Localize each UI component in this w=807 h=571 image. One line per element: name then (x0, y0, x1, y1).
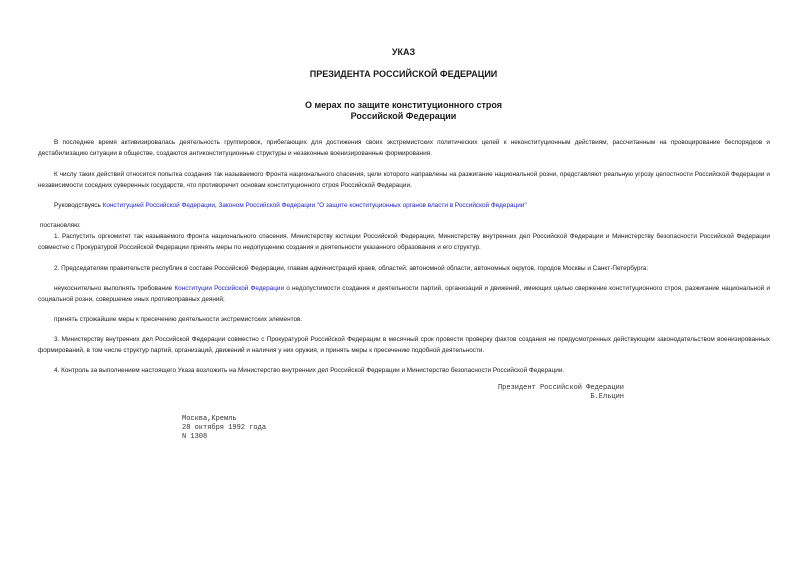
paragraph-2: К числу таких действий относится попытка создания так называемого Фронта национального спасения, цели которого направлены на разжигание национальной розни, представляют реальную угрозу целостности Российской Федерации и независимости соседних суверенных государств, что противоречит основам конституционного строя Российской Федерации. (38, 171, 770, 189)
paragraph-4: постановляю: (40, 222, 81, 229)
footer-number: N 1308 (182, 433, 208, 441)
footer-date: 28 октября 1992 года (182, 424, 267, 432)
paragraph-3-prefix: Руководствуясь (54, 202, 103, 209)
constitution-link[interactable]: Конституции Российской Федерации (174, 285, 285, 292)
paragraph-6: 2. Председателям правительств республик в составе Российской Федерации, главам администраций краев, областей, автономной области, автономных округов, городов Москвы и Санкт-Петербурга: (54, 265, 648, 272)
paragraph-7 (38, 284, 770, 305)
paragraph-5: 1. Распустить оргкомитет так называемого Фронта национального спасения. Министерству юстиции Российской Федерации, Министерству внутренних дел Российской Федерации и Министерству безопасности Российской Федерации совместно с Прокуратурой Российской Федерации принять меры по недопущению создания и деятельности указанного образования и его структур. (38, 233, 770, 251)
footer-place: Москва,Кремль (182, 415, 237, 423)
subject-line-1: О мерах по защите конституционного строя (304, 100, 502, 110)
constitution-law-link[interactable]: Конституцией Российской Федерации, Законом Российской Федерации "О защите конституционных органов власти в Российской Федерации" (102, 202, 527, 209)
paragraph-1: В последнее время активизировалась деятельность группировок, прибегающих для достижения своих экстремистских политических целей к неконституционным действиям, рассчитанным на провоцирование беспорядков и дестабилизацию ситуации в обществе, создаются антиконституционные структуры и незаконные военизированные формирования. (38, 139, 770, 157)
document-subtitle: ПРЕЗИДЕНТА РОССИЙСКОЙ ФЕДЕРАЦИИ (309, 69, 498, 79)
subject-line-2: Российской Федерации (350, 111, 457, 121)
paragraph-7-prefix: неукоснительно выполнять требование (54, 285, 175, 292)
paragraph-8: принять строжайшие меры к пресечению деятельности экстремистских элементов. (54, 316, 303, 323)
signature-name: Б.Ельцин (590, 393, 624, 401)
signature-position: Президент Российской Федерации (497, 384, 624, 392)
paragraph-9: 3. Министерству внутренних дел Российской Федерации совместно с Прокуратурой Российской Федерации в месячный срок провести проверку фактов создания не предусмотренных действующим законодательством военизированных формирований, в том числе структур партий, организаций, движений и наличия у них оружия, и принять меры к пресечению подобной деятельности. (38, 336, 770, 354)
document-title: УКАЗ (391, 47, 416, 57)
paragraph-7-suffix: о недопустимости создания и деятельности партий, организаций и движений, имеющих целью свержение конституционного строя, разжигание национальной и социальной розни, совершение иных противоправных деяний; (38, 285, 770, 303)
paragraph-3 (38, 201, 770, 212)
paragraph-10: 4. Контроль за выполнением настоящего Указа возложить на Министерство внутренних дел Российской Федерации и Министерство безопасности Российской Федерации. (54, 367, 565, 374)
